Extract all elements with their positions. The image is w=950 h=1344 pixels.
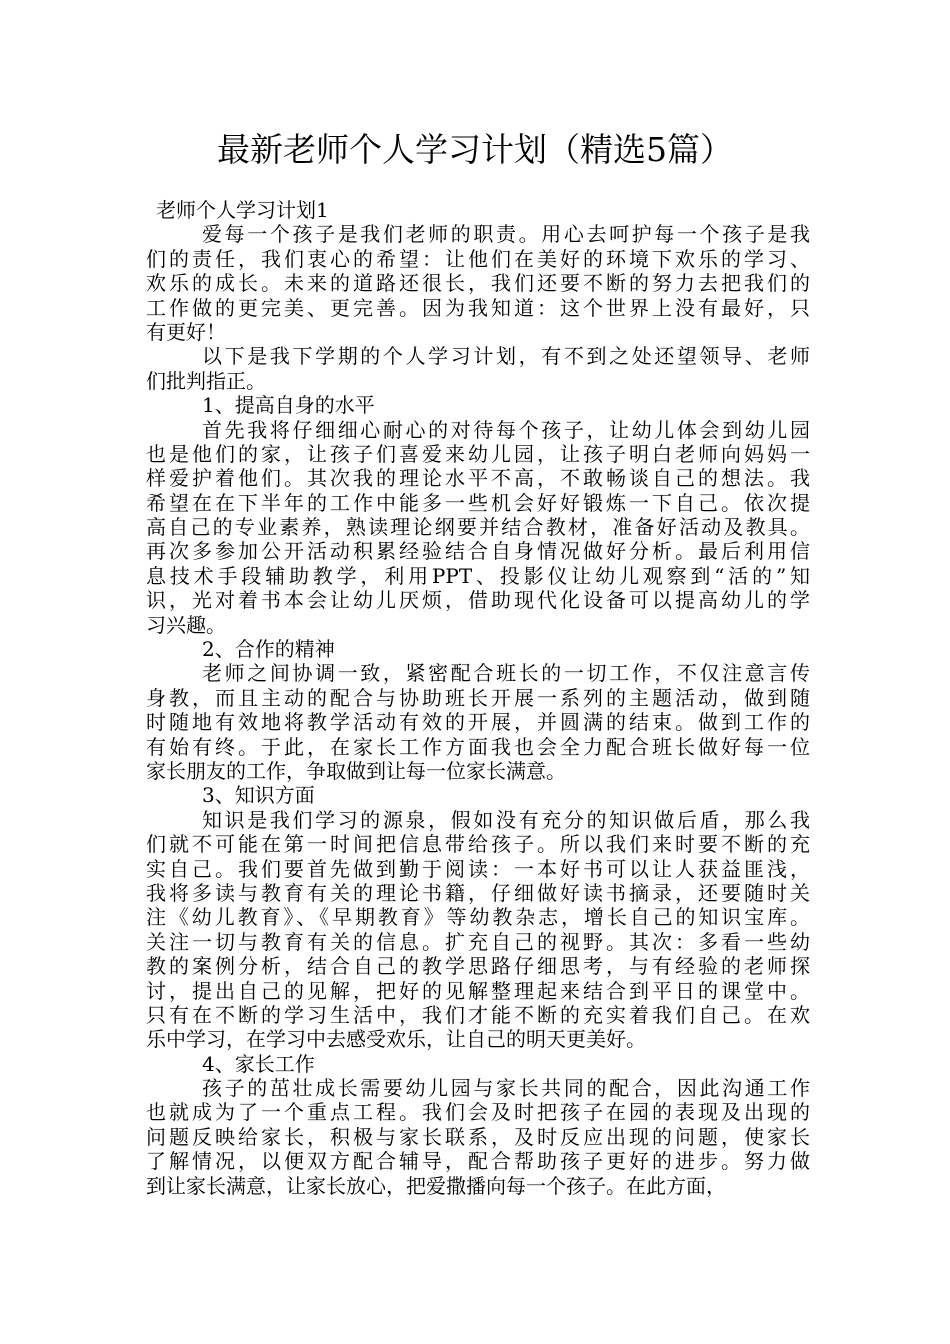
paragraph-line: 欢乐的成长。未来的道路还很长，我们还要不断的努力去把我们的 (146, 271, 810, 296)
paragraph-line: 关注一切与教育有关的信息。扩充自己的视野。其次：多看一些幼 (146, 929, 810, 954)
paragraph-line: 再次多参加公开活动积累经验结合自身情况做好分析。最后利用信 (146, 539, 810, 564)
paragraph-line: 身教，而且主动的配合与协助班长开展一系列的主题活动，做到随 (146, 685, 810, 710)
paragraph-line: 也就成为了一个重点工程。我们会及时把孩子在园的表现及出现的 (146, 1100, 810, 1125)
paragraph-line: 教的案例分析，结合自己的教学思路仔细思考，与有经验的老师探 (146, 954, 810, 979)
paragraph-line: 们的责任，我们衷心的希望：让他们在美好的环境下欢乐的学习、 (146, 246, 810, 271)
paragraph-line: 到让家长满意，让家长放心，把爱撒播向每一个孩子。在此方面， (146, 1173, 726, 1198)
paragraph-line: 首先我将仔细细心耐心的对待每个孩子，让幼儿体会到幼儿园 (202, 417, 810, 442)
section-subtitle: 老师个人学习计划1 (156, 198, 329, 222)
paragraph-line: 了解情况，以便双方配合辅导，配合帮助孩子更好的进步。努力做 (146, 1149, 810, 1174)
section-heading: 1、提高自身的水平 (202, 393, 375, 418)
paragraph-line: 时随地有效地将教学活动有效的开展，并圆满的结束。做到工作的 (146, 710, 810, 735)
paragraph-line: 希望在在下半年的工作中能多一些机会好好锻炼一下自己。依次提 (146, 490, 810, 515)
paragraph-line: 工作做的更完美、更完善。因为我知道：这个世界上没有最好，只 (146, 295, 810, 320)
document-body (146, 198, 810, 1198)
paragraph-line: 注《幼儿教育》、《早期教育》等幼教杂志，增长自己的知识宝库。 (146, 905, 810, 930)
paragraph-line: 老师之间协调一致，紧密配合班长的一切工作，不仅注意言传 (202, 661, 810, 686)
paragraph-line: 高自己的专业素养，熟读理论纲要并结合教材，准备好活动及教具。 (146, 515, 810, 540)
paragraph-line: 爱每一个孩子是我们老师的职责。用心去呵护每一个孩子是我 (202, 222, 810, 247)
paragraph-line: 识，光对着书本会让幼儿厌烦，借助现代化设备可以提高幼儿的学 (146, 588, 810, 613)
paragraph-line: 讨，提出自己的见解，把好的见解整理起来结合到平日的课堂中。 (146, 978, 810, 1003)
paragraph-line: 有始有终。于此，在家长工作方面我也会全力配合班长做好每一位 (146, 734, 810, 759)
document-title: 最新老师个人学习计划（精选5篇） (217, 130, 733, 169)
paragraph-line: 家长朋友的工作，争取做到让每一位家长满意。 (146, 758, 566, 783)
paragraph-line: 样爱护着他们。其次我的理论水平不高，不敢畅谈自己的想法。我 (146, 466, 810, 491)
paragraph-line: 知识是我们学习的源泉，假如没有充分的知识做后盾，那么我 (202, 807, 810, 832)
paragraph-line: 问题反映给家长，积极与家长联系，及时反应出现的问题，使家长 (146, 1124, 810, 1149)
paragraph-line: 乐中学习，在学习中去感受欢乐，让自己的明天更美好。 (146, 1027, 646, 1052)
paragraph-line: 息技术手段辅助教学，利用PPT、投影仪让幼儿观察到“活的”知 (146, 563, 810, 588)
paragraph-line: 也是他们的家，让孩子们喜爱来幼儿园，让孩子明白老师向妈妈一 (146, 441, 810, 466)
paragraph-line: 们批判指正。 (146, 368, 266, 393)
section-heading: 4、家长工作 (202, 1051, 315, 1076)
paragraph-line: 们就不可能在第一时间把信息带给孩子。所以我们来时要不断的充 (146, 832, 810, 857)
section-heading: 3、知识方面 (202, 783, 315, 808)
paragraph-line: 习兴趣。 (146, 612, 226, 637)
section-heading: 2、合作的精神 (202, 637, 335, 662)
paragraph-line: 我将多读与教育有关的理论书籍，仔细做好读书摘录，还要随时关 (146, 880, 810, 905)
paragraph-line: 有更好！ (146, 319, 226, 344)
paragraph-line: 以下是我下学期的个人学习计划，有不到之处还望领导、老师 (202, 344, 810, 369)
paragraph-line: 只有在不断的学习生活中，我们才能不断的充实着我们自己。在欢 (146, 1002, 810, 1027)
paragraph-line: 实自己。我们要首先做到勤于阅读：一本好书可以让人获益匪浅， (146, 856, 810, 881)
paragraph-line: 孩子的茁壮成长需要幼儿园与家长共同的配合，因此沟通工作 (202, 1076, 810, 1101)
